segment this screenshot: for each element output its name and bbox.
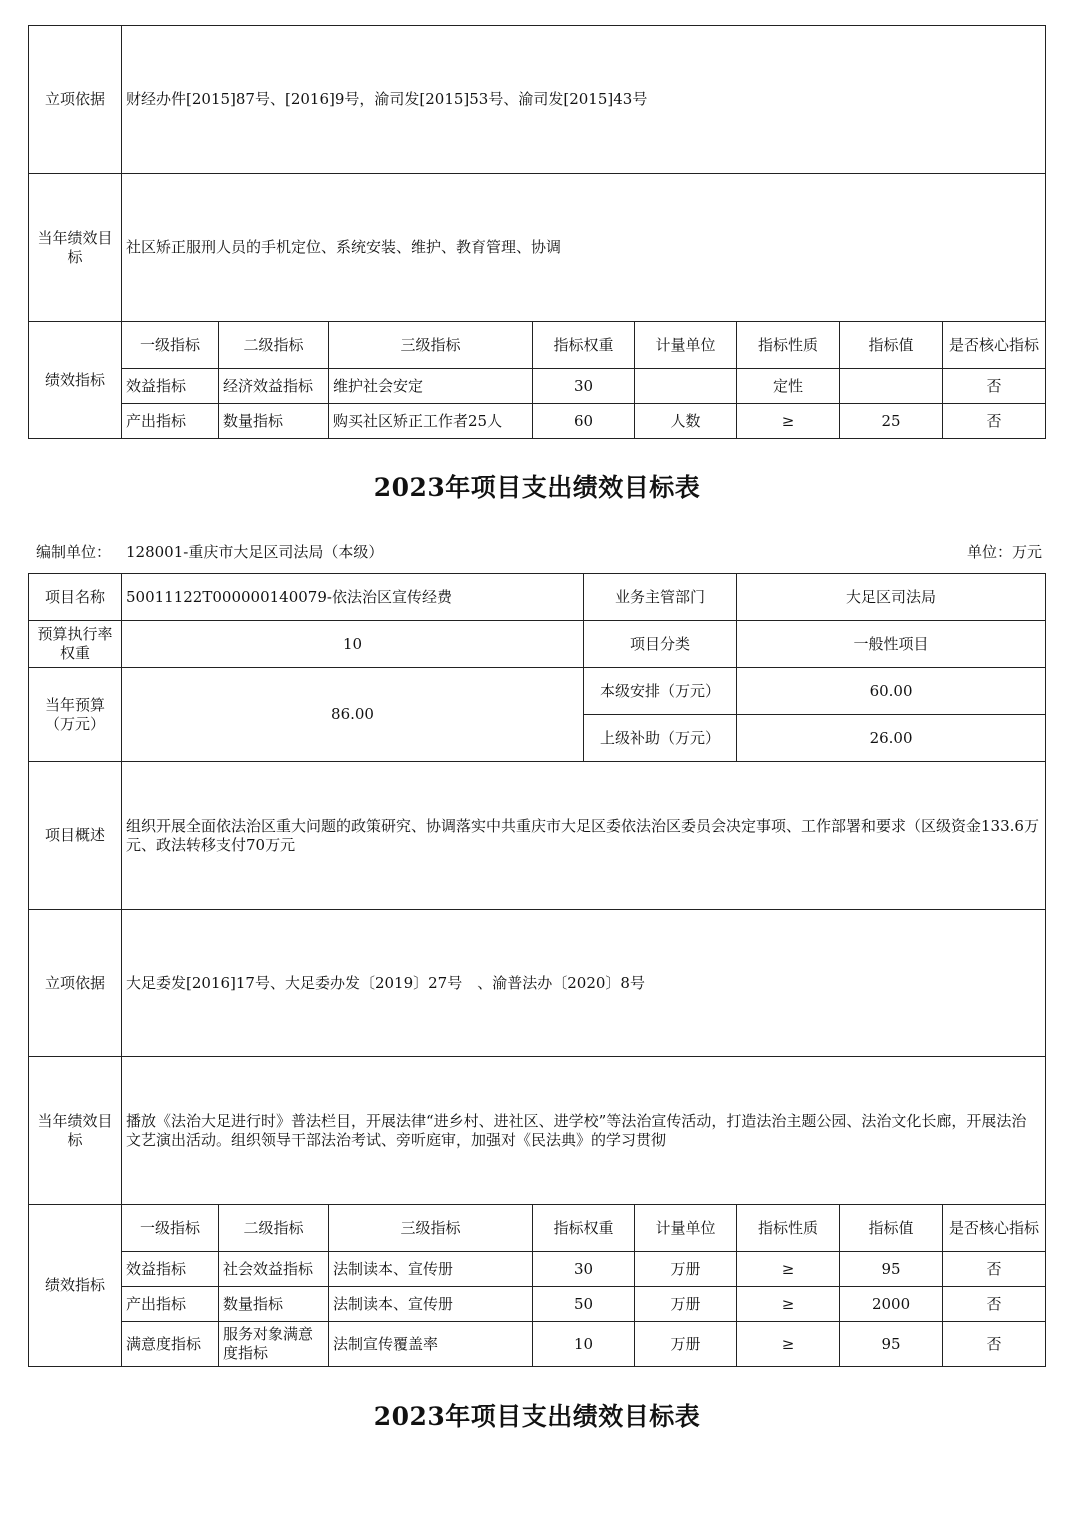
budget-value: 86.00 xyxy=(122,668,584,762)
table-row xyxy=(29,404,1046,439)
cell: 否 xyxy=(943,1322,1046,1367)
cell: 60 xyxy=(533,404,635,439)
basis-label: 立项依据 xyxy=(29,910,122,1057)
header-cell: 是否核心指标 xyxy=(943,322,1046,369)
cell: 满意度指标 xyxy=(122,1322,219,1367)
cell: 法制读本、宣传册 xyxy=(329,1287,533,1322)
upper-label: 上级补助（万元） xyxy=(584,715,737,762)
table-row xyxy=(29,1252,1046,1287)
table-row xyxy=(29,369,1046,404)
overview-value: 组织开展全面依法治区重大问题的政策研究、协调落实中共重庆市大足区委依法治区委员会决定事项、工作部署和要求（区级资金133.6万元、政法转移支付70万元 xyxy=(122,762,1046,910)
cell: 产出指标 xyxy=(122,1287,219,1322)
cell: 万册 xyxy=(635,1252,737,1287)
cell: 95 xyxy=(840,1252,943,1287)
dept-label: 业务主管部门 xyxy=(584,574,737,621)
indicators-label: 绩效指标 xyxy=(29,1205,122,1367)
cell: 效益指标 xyxy=(122,1252,219,1287)
cell: 95 xyxy=(840,1322,943,1367)
cell: 50 xyxy=(533,1287,635,1322)
category-value: 一般性项目 xyxy=(737,621,1046,668)
cell: 效益指标 xyxy=(122,369,219,404)
header-cell: 三级指标 xyxy=(329,1205,533,1252)
goal-value: 播放《法治大足进行时》普法栏目，开展法律“进乡村、进社区、进学校”等法治宣传活动，打造法治主题公园、法治文化长廊，开展法治文艺演出活动。组织领导干部法治考试、旁听庭审，加强对《民法典》的学习贯彻 xyxy=(122,1057,1046,1205)
cell: 30 xyxy=(533,1252,635,1287)
header-cell: 一级指标 xyxy=(122,1205,219,1252)
goal-label: 当年绩效目标 xyxy=(29,1057,122,1205)
project-name-label: 项目名称 xyxy=(29,574,122,621)
cell: 否 xyxy=(943,404,1046,439)
header-cell: 指标值 xyxy=(840,322,943,369)
cell: 购买社区矫正工作者25人 xyxy=(329,404,533,439)
cell: 30 xyxy=(533,369,635,404)
header-cell: 指标权重 xyxy=(533,322,635,369)
cell: 维护社会安定 xyxy=(329,369,533,404)
rate-value: 10 xyxy=(122,621,584,668)
rate-label: 预算执行率权重 xyxy=(29,621,122,668)
header-cell: 一级指标 xyxy=(122,322,219,369)
cell: 产出指标 xyxy=(122,404,219,439)
goal-value: 社区矫正服刑人员的手机定位、系统安装、维护、教育管理、协调 xyxy=(122,174,1046,322)
cell xyxy=(840,369,943,404)
header-cell: 计量单位 xyxy=(635,322,737,369)
org-label: 编制单位： xyxy=(36,543,112,561)
header-cell: 指标性质 xyxy=(737,1205,840,1252)
header-cell: 三级指标 xyxy=(329,322,533,369)
cell: 否 xyxy=(943,1252,1046,1287)
cell: 否 xyxy=(943,1287,1046,1322)
perf-table-2 xyxy=(28,573,1046,1367)
cell: 人数 xyxy=(635,404,737,439)
cell xyxy=(635,369,737,404)
basis-value: 大足委发[2016]17号、大足委办发〔2019〕27号 、渝普法办〔2020〕8号 xyxy=(122,910,1046,1057)
cell: ≥ xyxy=(737,1252,840,1287)
dept-value: 大足区司法局 xyxy=(737,574,1046,621)
cell: 法制宣传覆盖率 xyxy=(329,1322,533,1367)
header-cell: 指标性质 xyxy=(737,322,840,369)
org-value: 128001-重庆市大足区司法局（本级） xyxy=(126,543,384,561)
cell: 服务对象满意度指标 xyxy=(219,1322,329,1367)
cell: 数量指标 xyxy=(219,1287,329,1322)
cell: 数量指标 xyxy=(219,404,329,439)
header-cell: 计量单位 xyxy=(635,1205,737,1252)
cell: ≥ xyxy=(737,1322,840,1367)
header-cell: 二级指标 xyxy=(219,322,329,369)
cell: 定性 xyxy=(737,369,840,404)
indicators-label: 绩效指标 xyxy=(29,322,122,439)
header-cell: 指标权重 xyxy=(533,1205,635,1252)
table-row xyxy=(29,1287,1046,1322)
local-label: 本级安排（万元） xyxy=(584,668,737,715)
unit-label: 单位：万元 xyxy=(966,543,1042,561)
cell: 万册 xyxy=(635,1287,737,1322)
budget-label: 当年预算（万元） xyxy=(29,668,122,762)
overview-label: 项目概述 xyxy=(29,762,122,910)
page-title-bottom: 2023年项目支出绩效目标表 xyxy=(373,1402,701,1431)
table-row xyxy=(29,1322,1046,1367)
cell: ≥ xyxy=(737,1287,840,1322)
perf-table-1 xyxy=(28,25,1046,439)
cell: 否 xyxy=(943,369,1046,404)
org-line xyxy=(36,541,1042,561)
header-cell: 指标值 xyxy=(840,1205,943,1252)
cell: 10 xyxy=(533,1322,635,1367)
local-value: 60.00 xyxy=(737,668,1046,715)
basis-value: 财经办件[2015]87号、[2016]9号，渝司发[2015]53号、渝司发[2015]43号 xyxy=(122,26,1046,174)
category-label: 项目分类 xyxy=(584,621,737,668)
cell: 法制读本、宣传册 xyxy=(329,1252,533,1287)
header-cell: 是否核心指标 xyxy=(943,1205,1046,1252)
upper-value: 26.00 xyxy=(737,715,1046,762)
header-cell: 二级指标 xyxy=(219,1205,329,1252)
cell: 万册 xyxy=(635,1322,737,1367)
project-name-value: 50011122T000000140079-依法治区宣传经费 xyxy=(122,574,584,621)
cell: 25 xyxy=(840,404,943,439)
goal-label: 当年绩效目标 xyxy=(29,174,122,322)
cell: ≥ xyxy=(737,404,840,439)
basis-label: 立项依据 xyxy=(29,26,122,174)
cell: 社会效益指标 xyxy=(219,1252,329,1287)
cell: 经济效益指标 xyxy=(219,369,329,404)
cell: 2000 xyxy=(840,1287,943,1322)
page-title: 2023年项目支出绩效目标表 xyxy=(373,473,701,502)
